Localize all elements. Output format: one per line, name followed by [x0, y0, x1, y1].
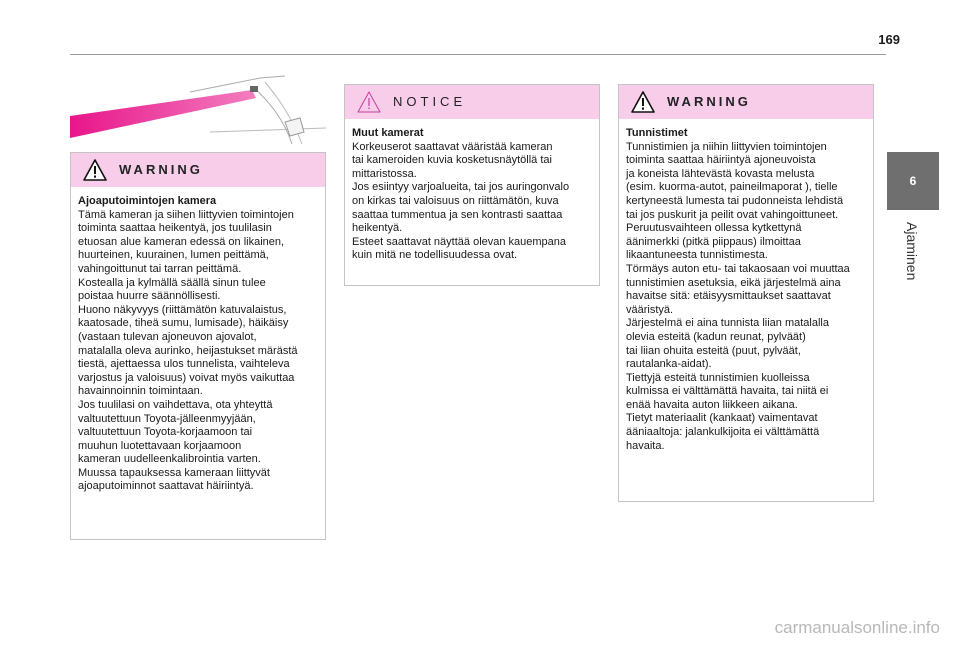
chapter-number: 6 [909, 174, 917, 188]
notice-triangle-icon [357, 91, 381, 113]
watermark: carmanualsonline.info [774, 618, 940, 637]
warning-body [619, 119, 873, 461]
windscreen-camera-illustration [70, 72, 326, 152]
header-rule [70, 54, 886, 55]
warning-text: Tämä kameran ja siihen liittyvien toimintojen toiminta saattaa heikentyä, jos tuulilasin etuosan alue kameran edessä on likainen, huurteinen, kuurainen, lumen peittämä, vahingoittunut tai tarran peittämä. Kostealla ja kylmällä säällä sinun tulee poistaa huurre säännöllisesti. Huono näkyvyys (riittämätön katuvalaistus, kaatosade, tiheä sumu, lumisade), häikäisy (vastaan tulevan ajoneuvon ajovalot, matalalla oleva aurinko, heijastukset märästä tiestä, ajettaessa ulos tunnelista, vaihteleva varjostus ja valoisuus) voivat myös vaikuttaa havainnoinnin toimintaan. Jos tuulilasi on vaihdettava, ota yhteyttä valtuutettuun Toyota-jälleenmyyjään, valtuutettuun Toyota-korjaamoon tai muuhun luotettavaan korjaamoon kameran uudelleenkalibrointia varten. Muussa tapauksessa kameraan liittyvät ajoaputoiminnot saattavat häiriintyä. [78, 208, 298, 493]
chapter-label [888, 222, 938, 342]
notice-text: Korkeuserot saattavat vääristää kameran tai kameroiden kuvia kosketusnäytöllä tai mittaristossa. Jos esiintyy varjoalueita, tai jos auringonvalo on kirkas tai valoisuus on riittämätön, kuva saattaa tummentua ja sen kontrasti saattaa heikentyä. Esteet saattavat näyttää olevan kauempana kuin mitä ne todellisuudessa ovat. [352, 140, 570, 262]
camera-beam [70, 90, 256, 138]
notice-box-cameras [344, 84, 600, 286]
warning-text: Tunnistimien ja niihin liittyvien toimintojen toiminta saattaa häiriintyä ajoneuvoista ja koneista lähtevästä kovasta melusta (esim. kuorma-autot, paineilmaporat ), tielle kertyneestä lumesta tai pudonneista lehdistä tai jos puskurit ja peilit ovat vahingoittuneet. Peruutusvaihteen ollessa kytkettynä äänimerkki (pitkä piippaus) ilmoittaa likaantuneesta tunnistimesta. Törmäys auton etu- tai takaosaan voi muuttaa tunnistimien asetuksia, eikä järjestelmä aina havaitse sitä: etäisyysmittaukset saattavat vääristyä. Järjestelmä ei aina tunnista liian matalalla olevia esteitä (kadun reunat, pylväät) tai liian ohuita esteitä (puut, pylväät, rautalanka-aidat). Tiettyjä esteitä tunnistimien kuolleissa kulmissa ei välttämättä havaita, tai niitä ei enää havaita auton liikkeen aikana. Tietyt materiaalit (kankaat) vaimentavat ääniaaltoja: jalankulkijoita ei välttämättä havaita. [626, 140, 850, 452]
chapter-label-text: Ajaminen [904, 222, 920, 281]
warning-lead: Tunnistimet [626, 127, 688, 139]
pillar-line-icon [265, 82, 302, 144]
warning-lead: Ajoaputoimintojen kamera [78, 195, 217, 207]
notice-header [345, 85, 599, 119]
warning-body [71, 187, 325, 502]
warning-title: WARNING [119, 162, 203, 177]
warning-triangle-icon [83, 159, 107, 181]
warning-header [619, 85, 873, 119]
warning-title: WARNING [667, 94, 751, 109]
warning-box-camera [70, 152, 326, 540]
warning-box-sensors [618, 84, 874, 502]
camera-icon [250, 86, 258, 92]
dashboard-line-icon [210, 128, 326, 132]
warning-triangle-icon [631, 91, 655, 113]
windscreen-line-icon [252, 86, 292, 144]
notice-title: NOTICE [393, 94, 467, 109]
page-number: 169 [878, 32, 900, 47]
notice-body [345, 119, 599, 271]
warning-header [71, 153, 325, 187]
notice-lead: Muut kamerat [352, 127, 424, 139]
